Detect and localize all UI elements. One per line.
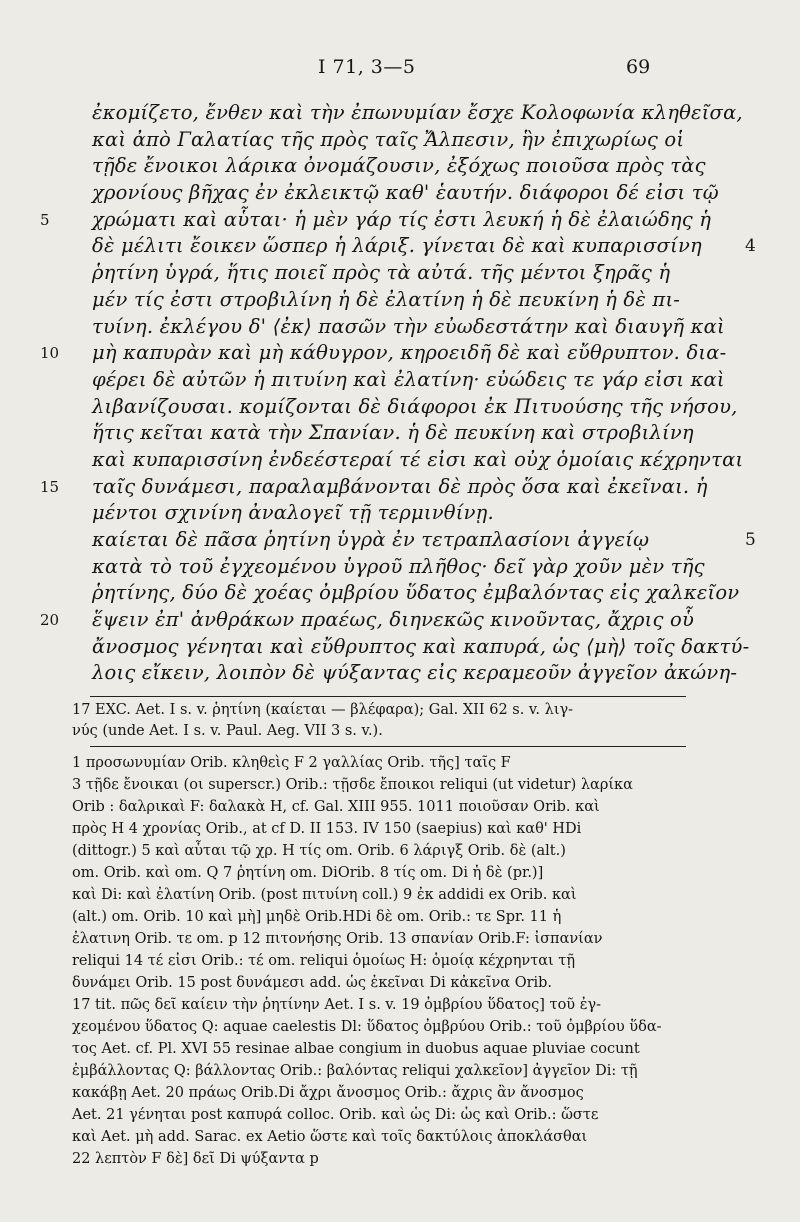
line-number: 5 <box>40 210 50 229</box>
text-line <box>40 127 760 154</box>
line-text: χρώματι καὶ αὗται· ἡ μὲν γάρ τίς ἐστι λευκή ἡ δὲ ἐλαιώδης ἡ <box>92 207 712 231</box>
text-line <box>40 207 760 234</box>
line-number: 20 <box>40 611 60 630</box>
text-line <box>40 607 760 634</box>
text-line <box>40 500 760 527</box>
line-text: τῇδε ἔνοικοι λάρικα ὀνομάζουσιν, ἐξόχως ποιοῦσα πρὸς τὰς <box>92 154 706 178</box>
apparatus-line: 1 προσωνυμίαν Orib. κληθεὶς F 2 γαλλίας Orib. τῆς] ταῖς F <box>72 755 511 771</box>
line-text: τυίνη. ἐκλέγου δ' ⟨ἐκ⟩ πασῶν τὴν εὐωδεστάτην καὶ διαυγῆ καὶ <box>92 314 725 338</box>
page-number: 69 <box>626 56 651 78</box>
text-line <box>40 420 760 447</box>
text-line <box>40 260 760 287</box>
text-line <box>40 394 760 421</box>
line-text: δὲ μέλιτι ἔοικεν ὥσπερ ἡ λάριξ. γίνεται δὲ καὶ κυπαρισσίνη <box>92 234 702 258</box>
apparatus-line: δυνάμει Orib. 15 post δυνάμεσι add. ὡς ἐκεῖναι Di κἀκεῖνα Orib. <box>72 975 553 991</box>
line-text: μὴ καπυρὰν καὶ μὴ κάθυγρον, κηροειδῆ δὲ καὶ εὔθρυπτον. δια- <box>92 341 727 365</box>
line-text: ῥητίνης, δύο δὲ χοέας ὀμβρίου ὕδατος ἐμβαλόντας εἰς χαλκεῖον <box>92 581 740 605</box>
line-number: 10 <box>40 344 60 363</box>
apparatus-line: πρὸς H 4 χρονίας Orib., at cf D. II 153. IV 150 (saepius) καὶ καθ' HDi <box>72 821 582 837</box>
apparatus-divider-rule <box>90 746 686 747</box>
line-text: λιβανίζουσαι. κομίζονται δὲ διάφοροι ἐκ Πιτυούσης τῆς νήσου, <box>92 394 738 418</box>
running-header-reference: I 71, 3—5 <box>318 56 416 78</box>
apparatus-line: καὶ Di: καὶ ἐλατίνη Orib. (post πιτυίνη coll.) 9 ἐκ addidi ex Orib. καὶ <box>72 887 577 903</box>
apparatus-line: κακάβῃ Aet. 20 πράως Orib.Di ἄχρι ἄνοσμος Orib.: ἄχρις ἂν ἄνοσμος <box>72 1085 584 1101</box>
text-line <box>40 634 760 661</box>
text-line <box>40 554 760 581</box>
line-text: κατὰ τὸ τοῦ ἐγχεομένου ὑγροῦ πλῆθος· δεῖ γὰρ χοῦν μὲν τῆς <box>92 554 705 578</box>
text-line <box>40 340 760 367</box>
text-line <box>40 660 760 687</box>
apparatus-line: om. Orib. καὶ om. Q 7 ῥητίνη om. DiOrib. 8 τίς om. Di ἡ δὲ (pr.)] <box>72 865 544 881</box>
line-text: ἐκομίζετο, ἔνθεν καὶ τὴν ἐπωνυμίαν ἔσχε Κολοφωνία κληθεῖσα, <box>92 101 743 124</box>
text-line <box>40 100 760 127</box>
text-line <box>40 153 760 180</box>
text-divider-rule <box>90 696 686 697</box>
apparatus-line: (alt.) om. Orib. 10 καὶ μὴ] μηδὲ Orib.HDi δὲ om. Orib.: τε Spr. 11 ἡ <box>72 909 562 925</box>
apparatus-line: Aet. 21 γένηται post καπυρά colloc. Orib. καὶ ὡς Di: ὡς καὶ Orib.: ὥστε <box>72 1107 599 1123</box>
apparatus-line: Orib : δαλρικαὶ F: δαλακὰ H, cf. Gal. XIII 955. 1011 ποιοῦσαν Orib. καὶ <box>72 799 600 815</box>
line-text: ἄνοσμος γένηται καὶ εὔθρυπτος καὶ καπυρά, ὡς ⟨μὴ⟩ τοῖς δακτύ- <box>92 634 750 658</box>
text-line <box>40 233 760 260</box>
apparatus-line: ἐμβάλλοντας Q: βάλλοντας Orib.: βαλόντας reliqui χαλκεῖον] ἀγγεῖον Di: τῇ <box>72 1063 638 1079</box>
text-line <box>40 580 760 607</box>
line-number: 15 <box>40 477 60 496</box>
line-text: μέν τίς ἐστι στροβιλίνη ἡ δὲ ἐλατίνη ἡ δὲ πευκίνη ἡ δὲ πι- <box>92 287 681 311</box>
line-text: χρονίους βῆχας ἐν ἐκλεικτῷ καθ' ἑαυτήν. διάφοροι δέ εἰσι τῷ <box>92 181 719 205</box>
line-text: ἥτις κεῖται κατὰ τὴν Σπανίαν. ἡ δὲ πευκίνη καὶ στροβιλίνη <box>92 421 694 445</box>
line-text: ταῖς δυνάμεσι, παραλαμβάνονται δὲ πρὸς ὅσα καὶ ἐκεῖναι. ἡ <box>92 474 708 498</box>
apparatus-line: 17 tit. πῶς δεῖ καίειν τὴν ῥητίνην Aet. I s. v. 19 ὀμβρίου ὕδατος] τοῦ ἐγ- <box>72 997 602 1013</box>
line-text: καὶ κυπαρισσίνη ἐνδεέστεραί τέ εἰσι καὶ οὐχ ὁμοίαις κέχρηνται <box>92 447 744 471</box>
line-text: καὶ ἀπὸ Γαλατίας τῆς πρὸς ταῖς Ἄλπεσιν, ἣν ἐπιχωρίως οἱ <box>92 127 685 151</box>
apparatus-line: χεομένου ὕδατος Q: aquae caelestis Dl: ὕδατος ὀμβρύου Orib.: τοῦ ὀμβρίου ὕδα- <box>72 1019 662 1035</box>
apparatus-line: τος Aet. cf. Pl. XVI 55 resinae albae congium in duobus aquae pluviae cocunt <box>72 1041 640 1057</box>
apparatus-line: (dittogr.) 5 καὶ αὗται τῷ χρ. H τίς om. Orib. 6 λάριγξ Orib. δὲ (alt.) <box>72 843 566 859</box>
apparatus-line: reliqui 14 τέ εἰσι Orib.: τέ om. reliqui ὁμοίως H: ὁμοίᾳ κέχρηνται τῇ <box>72 953 576 969</box>
line-text: καίεται δὲ πᾶσα ῥητίνη ὑγρὰ ἐν τετραπλασίονι ἀγγείῳ <box>92 528 650 551</box>
testimonia-block <box>72 700 712 742</box>
line-text: λοις εἴκειν, λοιπὸν δὲ ψύξαντας εἰς κεραμεοῦν ἀγγεῖον ἀκώνη- <box>92 661 738 685</box>
margin-section-number: 5 <box>745 530 756 550</box>
text-line <box>40 447 760 474</box>
margin-section-number: 4 <box>745 236 756 257</box>
apparatus-line: 3 τῇδε ἔνοικαι (οι superscr.) Orib.: τῇσδε ἔποικοι reliqui (ut videtur) λαρίκα <box>72 777 633 793</box>
text-line <box>40 314 760 341</box>
apparatus-line: 22 λεπτὸν F δὲ] δεῖ Di ψύξαντα p <box>72 1151 319 1167</box>
line-text: μέντοι σχινίνη ἀναλογεῖ τῇ τερμινθίνῃ. <box>92 501 494 525</box>
text-line <box>40 287 760 314</box>
line-text: φέρει δὲ αὐτῶν ἡ πιτυίνη καὶ ἐλατίνη· εὐώδεις τε γάρ εἰσι καὶ <box>92 367 725 391</box>
main-greek-text <box>40 100 760 687</box>
apparatus-line: ἐλατινη Orib. τε om. p 12 πιτονήσης Orib. 13 σπανίαν Orib.F: ἰσπανίαν <box>72 931 603 947</box>
line-text: ῥητίνη ὑγρά, ἥτις ποιεῖ πρὸς τὰ αὐτά. τῆς μέντοι ξηρᾶς ἡ <box>92 261 671 285</box>
text-line <box>40 367 760 394</box>
text-line <box>40 474 760 501</box>
text-line <box>40 527 760 554</box>
testimonia-line: νύς (unde Aet. I s. v. Paul. Aeg. VII 3 s. v.). <box>72 723 383 739</box>
apparatus-line: καὶ Aet. μὴ add. Sarac. ex Aetio ὥστε καὶ τοῖς δακτύλοις ἀποκλάσθαι <box>72 1129 588 1145</box>
text-line <box>40 180 760 207</box>
line-text: ἕψειν ἐπ' ἀνθράκων πραέως, διηνεκῶς κινοῦντας, ἄχρις οὗ <box>92 608 695 632</box>
testimonia-line: 17 EXC. Aet. I s. v. ῥητίνη (καίεται — βλέφαρα); Gal. XII 62 s. v. λιγ- <box>72 702 574 718</box>
critical-apparatus <box>72 752 712 1170</box>
